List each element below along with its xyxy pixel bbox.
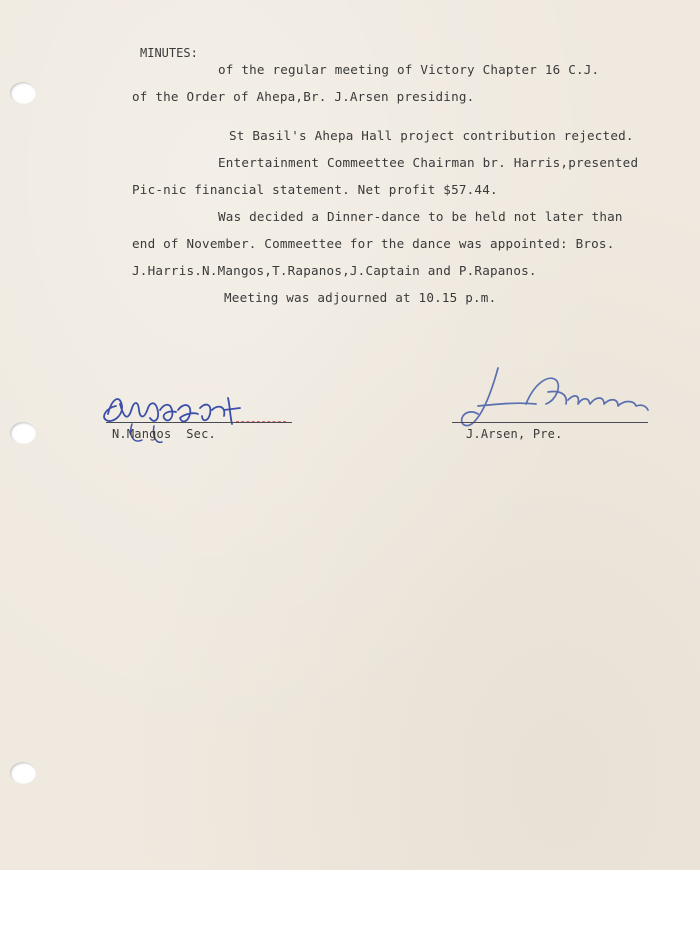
punch-hole-icon — [10, 762, 36, 784]
punch-hole-icon — [10, 82, 36, 104]
president-signature-line — [452, 422, 648, 423]
body-line-2: of the Order of Ahepa,Br. J.Arsen presiding. — [132, 89, 475, 104]
body-line-3: St Basil's Ahepa Hall project contribution rejected. — [229, 128, 634, 143]
body-line-8: J.Harris.N.Mangos,T.Rapanos,J.Captain and P.Rapanos. — [132, 263, 537, 278]
secretary-label: N.Mangos Sec. — [112, 427, 216, 441]
body-line-6: Was decided a Dinner-dance to be held not later than — [218, 209, 623, 224]
body-line-4: Entertainment Commeettee Chairman br. Harris,presented — [218, 155, 639, 170]
red-pencil-mark — [236, 421, 286, 422]
president-label: J.Arsen, Pre. — [466, 427, 563, 441]
body-line-1: of the regular meeting of Victory Chapter 16 C.J. — [218, 62, 600, 77]
secretary-signature-line — [106, 422, 292, 423]
body-line-7: end of November. Commeettee for the dance was appointed: Bros. — [132, 236, 615, 251]
body-line-5: Pic-nic financial statement. Net profit $57.44. — [132, 182, 498, 197]
punch-hole-icon — [10, 422, 36, 444]
body-line-9: Meeting was adjourned at 10.15 p.m. — [224, 290, 497, 305]
minutes-heading: MINUTES: — [140, 46, 198, 60]
